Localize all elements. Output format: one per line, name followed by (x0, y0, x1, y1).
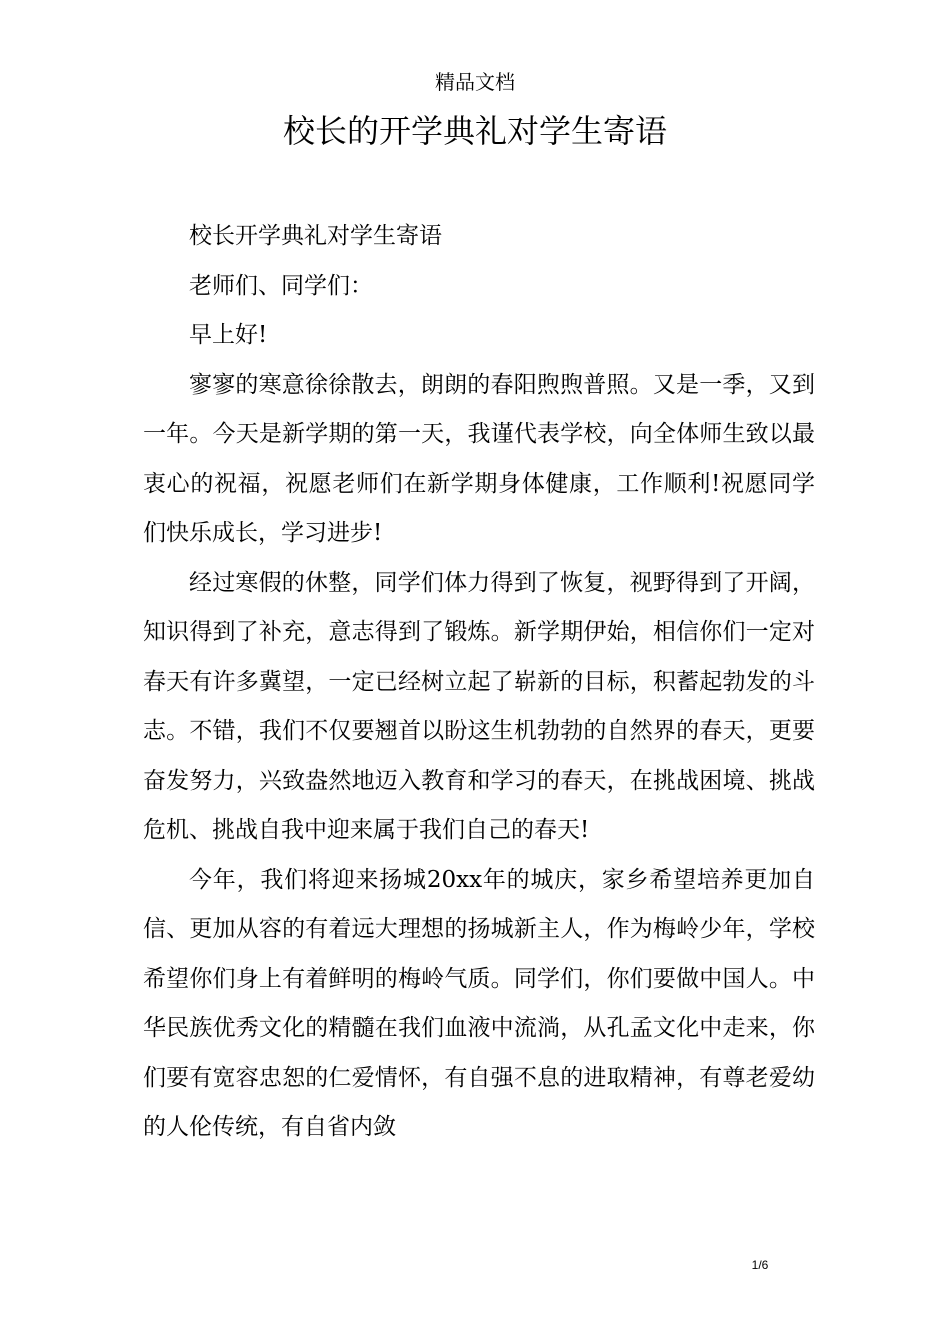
paragraph-salutation: 老师们、同学们： (189, 272, 373, 299)
paragraph-subtitle: 校长开学典礼对学生寄语 (189, 223, 442, 249)
paragraph-body: 今年，我们将迎来扬城20xx年的城庆，家乡希望培养更加自信、更加从容的有着远大理想的扬城新主人，作为梅岭少年，学校希望你们身上有着鲜明的梅岭气质。同学们，你们要做中国人。中华民族优秀文化的精髓在我们血液中流淌，从孔孟文化中走来，你们要有宽容忠恕的仁爱情怀，有自强不息的进取精神，有尊老爱幼的人伦传统，有自省内敛 (143, 866, 815, 1140)
document-body (143, 212, 815, 1153)
paragraph-body: 经过寒假的休整，同学们体力得到了恢复，视野得到了开阔，知识得到了补充，意志得到了锻炼。新学期伊始，相信你们一定对春天有许多冀望，一定已经树立起了崭新的目标，积蓄起勃发的斗志。不错，我们不仅要翘首以盼这生机勃勃的自然界的春天，更要奋发努力，兴致盎然地迈入教育和学习的春天，在挑战困境、挑战危机、挑战自我中迎来属于我们自己的春天! (143, 569, 815, 843)
document-title: 校长的开学典礼对学生寄语 (282, 112, 667, 150)
paragraph-body: 寥寥的寒意徐徐散去，朗朗的春阳煦煦普照。又是一季，又到一年。今天是新学期的第一天，我谨代表学校，向全体师生致以最衷心的祝福，祝愿老师们在新学期身体健康，工作顺利!祝愿同学们快乐成长，学习进步! (143, 371, 815, 546)
header-label: 精品文档 (435, 70, 515, 94)
page-number: 1/6 (751, 1258, 769, 1272)
paragraph-greeting: 早上好! (189, 322, 268, 348)
